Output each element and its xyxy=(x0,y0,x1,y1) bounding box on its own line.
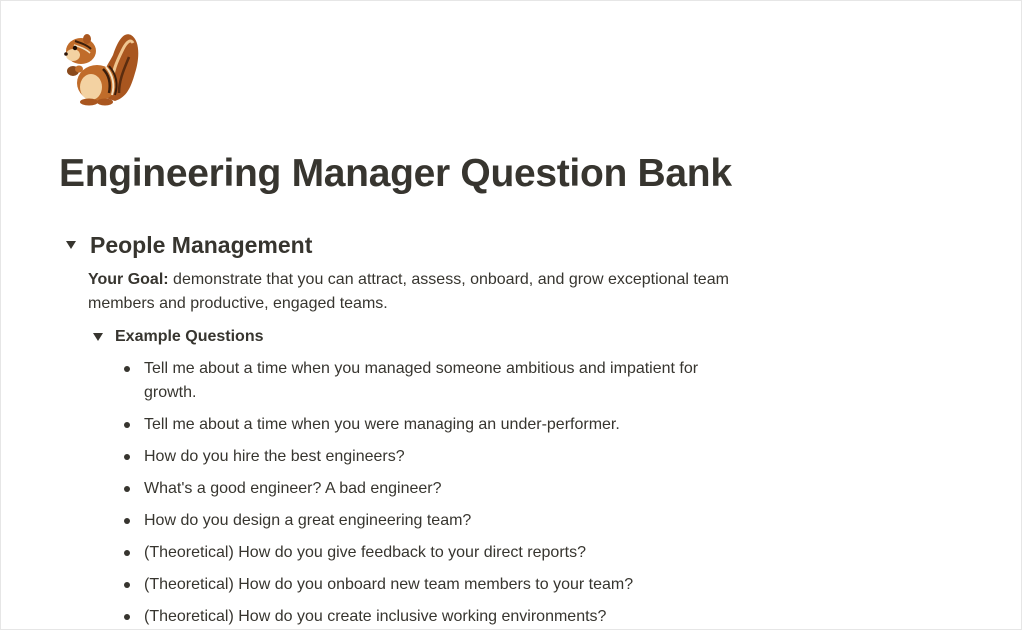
question-text: Tell me about a time when you were managing an under-performer. xyxy=(144,416,620,433)
list-item[interactable] xyxy=(119,477,739,501)
bullet-icon xyxy=(124,614,130,620)
question-text: (Theoretical) How do you create inclusive working environments? xyxy=(144,608,607,625)
list-item[interactable] xyxy=(119,445,739,469)
list-item[interactable] xyxy=(119,541,739,565)
question-text: How do you design a great engineering team? xyxy=(144,512,472,529)
list-item[interactable] xyxy=(119,573,739,597)
list-item[interactable] xyxy=(119,605,739,629)
toggle-triangle-icon[interactable] xyxy=(93,333,103,341)
page-title[interactable]: Engineering Manager Question Bank xyxy=(59,152,732,195)
bullet-icon xyxy=(124,486,130,492)
goal-paragraph[interactable] xyxy=(88,268,758,316)
toggle-heading-people-management[interactable] xyxy=(63,230,312,260)
bullet-icon xyxy=(124,518,130,524)
bullet-icon xyxy=(124,454,130,460)
list-item[interactable] xyxy=(119,509,739,533)
list-item[interactable] xyxy=(119,357,739,405)
bullet-icon xyxy=(124,422,130,428)
question-text: (Theoretical) How do you onboard new team members to your team? xyxy=(144,576,634,593)
bullet-icon xyxy=(124,550,130,556)
bullet-icon xyxy=(124,582,130,588)
question-text: (Theoretical) How do you give feedback to your direct reports? xyxy=(144,544,586,561)
question-text: What's a good engineer? A bad engineer? xyxy=(144,480,442,497)
toggle-triangle-icon[interactable] xyxy=(66,241,76,249)
question-text: How do you hire the best engineers? xyxy=(144,448,405,465)
question-text: Tell me about a time when you managed someone ambitious and impatient for growth. xyxy=(144,360,699,401)
questions-list xyxy=(119,357,739,630)
toggle-example-questions[interactable] xyxy=(91,325,264,349)
bullet-icon xyxy=(124,366,130,372)
chipmunk-icon[interactable] xyxy=(57,27,141,107)
list-item[interactable] xyxy=(119,413,739,437)
notion-page xyxy=(1,1,1022,630)
section-heading[interactable]: People Management xyxy=(90,232,313,258)
goal-label: Your Goal: xyxy=(88,271,169,288)
goal-text: demonstrate that you can attract, assess, onboard, and grow exceptional team members and productive, engaged teams. xyxy=(88,271,729,312)
subsection-heading[interactable]: Example Questions xyxy=(115,328,264,345)
